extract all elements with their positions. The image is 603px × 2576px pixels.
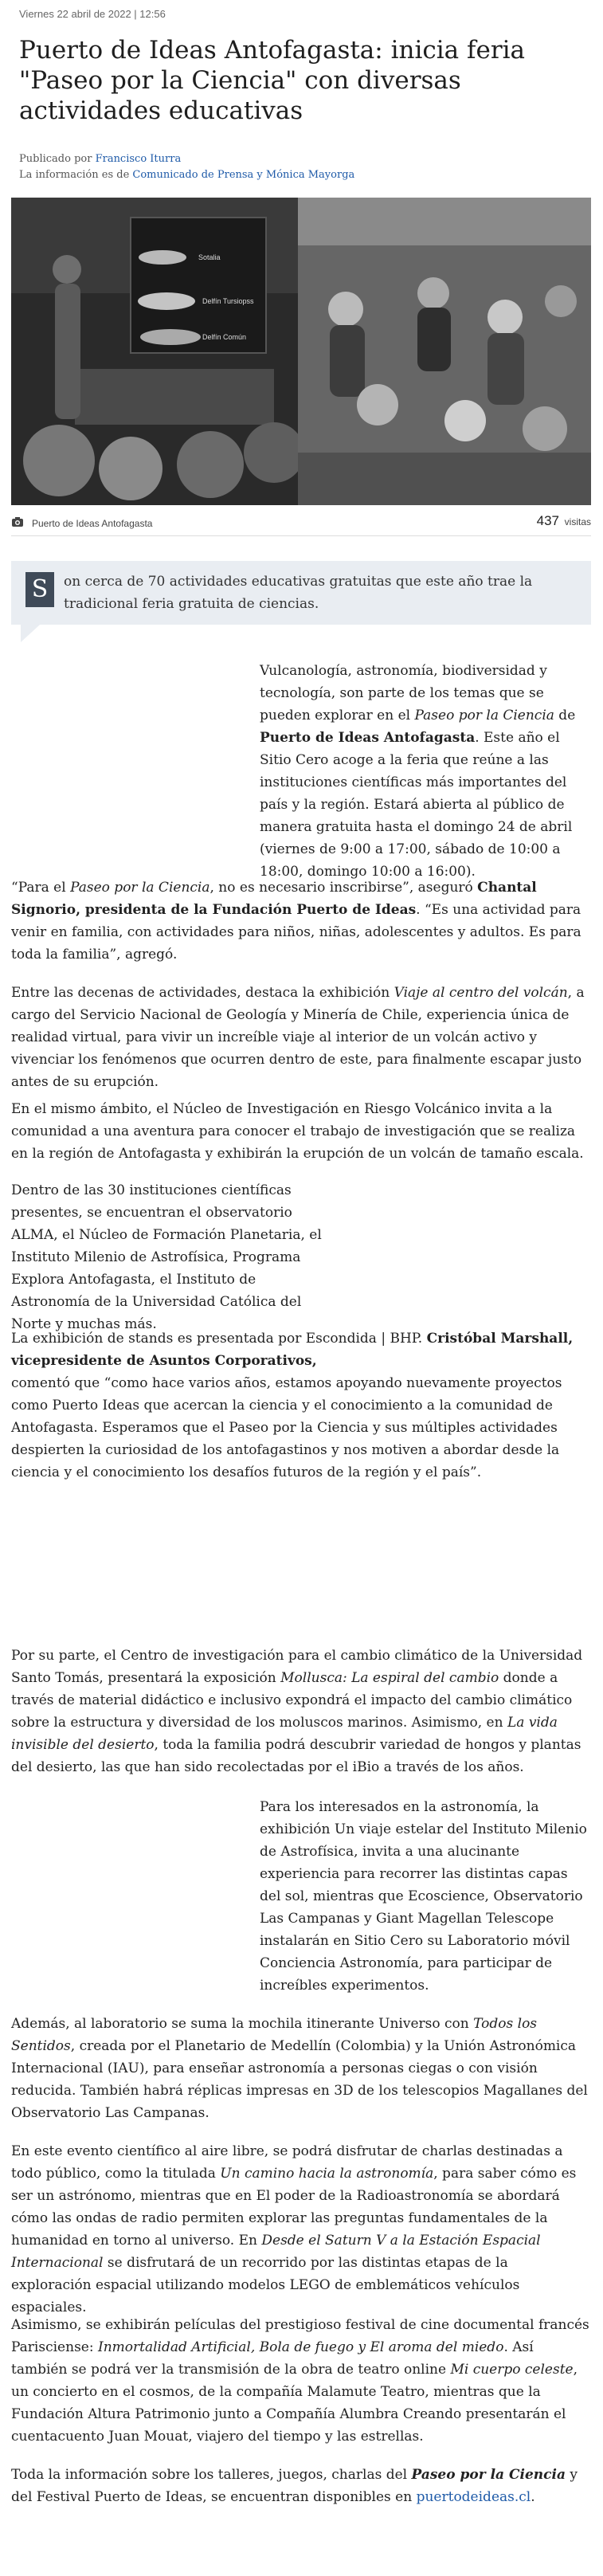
photo-caption: Puerto de Ideas Antofagasta	[32, 518, 153, 529]
paragraph-10: En este evento científico al aire libre, se podrá disfrutar de charlas destinadas a todo público, como la titulada Un camino hacia la astronomía, para saber cómo es ser un astrónomo, mientras que en El poder de la Radioastronomía se abordará cómo las ondas de radio permiten explorar las preguntas fundamentales de la humanidad en torno al universo. En Desde el Saturn V a la Estación Espacial Internacional se disfrutará de un recorrido por las distintas etapas de la exploración espacial utilizando modelos LEGO de emblemáticos vehículos espaciales.	[11, 2143, 577, 2315]
photo-right-panel	[298, 198, 591, 505]
board-label-1: Sotalia	[198, 253, 221, 261]
lead-text: on cerca de 70 actividades educativas gratuitas que este año trae la tradicional feria gratuita de ciencias.	[64, 574, 533, 612]
paragraph-9: Además, al laboratorio se suma la mochila itinerante Universo con Todos los Sentidos, creada por el Planetario de Medellín (Colombia) y la Unión Astronómica Internacional (IAU), para enseñar astronomía a personas ciegas o con visión reducida. También habrá réplicas impresas en 3D de los telescopios Magallanes del Observatorio Las Campanas.	[11, 2016, 588, 2121]
paragraph-12: Toda la información sobre los talleres, juegos, charlas del Paseo por la Ciencia y del Festival Puerto de Ideas, se encuentran disponibles en puertodeideas.cl.	[11, 2467, 578, 2505]
camera-icon	[11, 516, 24, 530]
author-line	[19, 151, 577, 167]
lead-box	[11, 561, 591, 625]
students-illustration	[298, 198, 591, 505]
lead-dropcap: S	[25, 572, 54, 607]
paragraph-2: “Para el Paseo por la Ciencia, no es necesario inscribirse”, aseguró Chantal Signorio, presidenta de la Fundación Puerto de Ideas. “Es una actividad para venir en familia, con actividades para niños, niñas, adolescentes y adultos. Es para toda la familia”, agregó.	[11, 880, 581, 963]
paragraph-6: La exhibición de stands es presentada por Escondida | BHP. Cristóbal Marshall, vicepresidente de Asuntos Corporativos, comentó que “como hace varios años, estamos apoyando nuevamente proyectos como Puerto Ideas que acercan la ciencia y el conocimiento a la comunidad de Antofagasta. Esperamos que el Paseo por la Ciencia y sus múltiples actividades despierten la curiosidad de los antofagastinos y nos motiven a abordar desde la ciencia y el conocimiento los desafíos futuros de la región y el país”.	[11, 1331, 574, 1480]
byline-prefix: Publicado por	[19, 153, 96, 165]
paragraph-5: Dentro de las 30 instituciones científicas presentes, se encuentran el observatorio ALMA, el Núcleo de Formación Planetaria, el Instituto Milenio de Astrofísica, Programa Explora Antofagasta, el Instituto de Astronomía de la Universidad Católica del Norte y muchas más.	[11, 1182, 322, 1332]
author-link[interactable]: Francisco Iturra	[95, 153, 182, 165]
source-link[interactable]: Comunicado de Prensa y Mónica Mayorga	[132, 169, 355, 181]
paragraph-8: Para los interesados en la astronomía, la exhibición Un viaje estelar del Instituto Milenio de Astrofísica, invita a una alucinante experiencia para recorrer las distintas capas del sol, mientras que Ecoscience, Observatorio Las Campanas y Giant Magellan Telescope instalarán en Sitio Cero su Laboratorio móvil Conciencia Astronomía, para participar de increíbles experimentos.	[260, 1799, 587, 1994]
board-label-2: Delfín Tursiopss	[202, 297, 254, 305]
source-prefix: La información es de	[19, 169, 133, 181]
source-line	[19, 167, 577, 183]
puertodeideas-link[interactable]: puertodeideas.cl	[416, 2489, 531, 2505]
lead-box-tail	[21, 625, 40, 642]
publish-date: Viernes 22 abril de 2022 | 12:56	[19, 8, 166, 20]
photo-left-panel	[11, 198, 298, 505]
photo-caption-bar	[11, 512, 591, 536]
classroom-illustration	[11, 198, 298, 505]
paragraph-1: Vulcanología, astronomía, biodiversidad y tecnología, son parte de los temas que se pueden explorar en el Paseo por la Ciencia de Puerto de Ideas Antofagasta. Este año el Sitio Cero acoge a la feria que reúne a las instituciones científicas más importantes del país y la región. Estará abierta al público de manera gratuita hasta el domingo 24 de abril (viernes de 9:00 a 17:00, sábado de 10:00 a 18:00, domingo 10:00 a 16:00).	[260, 663, 576, 880]
paragraph-7: Por su parte, el Centro de investigación para el cambio climático de la Universidad Santo Tomás, presentará la exposición Mollusca: La espiral del cambio donde a través de material didáctico e inclusivo expondrá el impacto del cambio climático sobre la estructura y diversidad de los moluscos marinos. Asimismo, en La vida invisible del desierto, toda la familia podrá descubrir variedad de hongos y plantas del desierto, las que han sido recolectadas por el iBio a través de los años.	[11, 1648, 583, 1775]
article-title: Puerto de Ideas Antofagasta: inicia feria "Paseo por la Ciencia" con diversas actividades educativas	[19, 36, 526, 125]
byline	[19, 151, 577, 183]
visit-counter	[537, 513, 591, 529]
paragraph-3: Entre las decenas de actividades, destaca la exhibición Viaje al centro del volcán, a cargo del Servicio Nacional de Geología y Minería de Chile, experiencia única de realidad virtual, para vivir un increíble viaje al interior de un volcán activo y vivenciar los fenómenos que ocurren dentro de este, para finalmente escapar justo antes de su erupción.	[11, 985, 585, 1090]
paragraph-11: Asimismo, se exhibirán películas del prestigioso festival de cine documental francés Parisciense: Inmortalidad Artificial, Bola de fuego y El aroma del miedo. Así también se podrá ver la transmisión de la obra de teatro online Mi cuerpo celeste, un concierto en el cosmos, de la compañía Malamute Teatro, mientras que la Fundación Altura Patrimonio junto a Compañía Alumbra Creando presentarán el cuentacuento Juan Mouat, viajero del tiempo y las estrellas.	[11, 2317, 589, 2445]
visit-label: visitas	[564, 516, 591, 527]
article-photo	[11, 198, 591, 505]
paragraph-4: En el mismo ámbito, el Núcleo de Investigación en Riesgo Volcánico invita a la comunidad a una aventura para conocer el trabajo de investigación que se realiza en la región de Antofagasta y exhibirán la erupción de un volcán de tamaño escala.	[11, 1101, 584, 1162]
visit-count: 437	[536, 513, 559, 528]
board-label-3: Delfín Común	[202, 333, 247, 341]
